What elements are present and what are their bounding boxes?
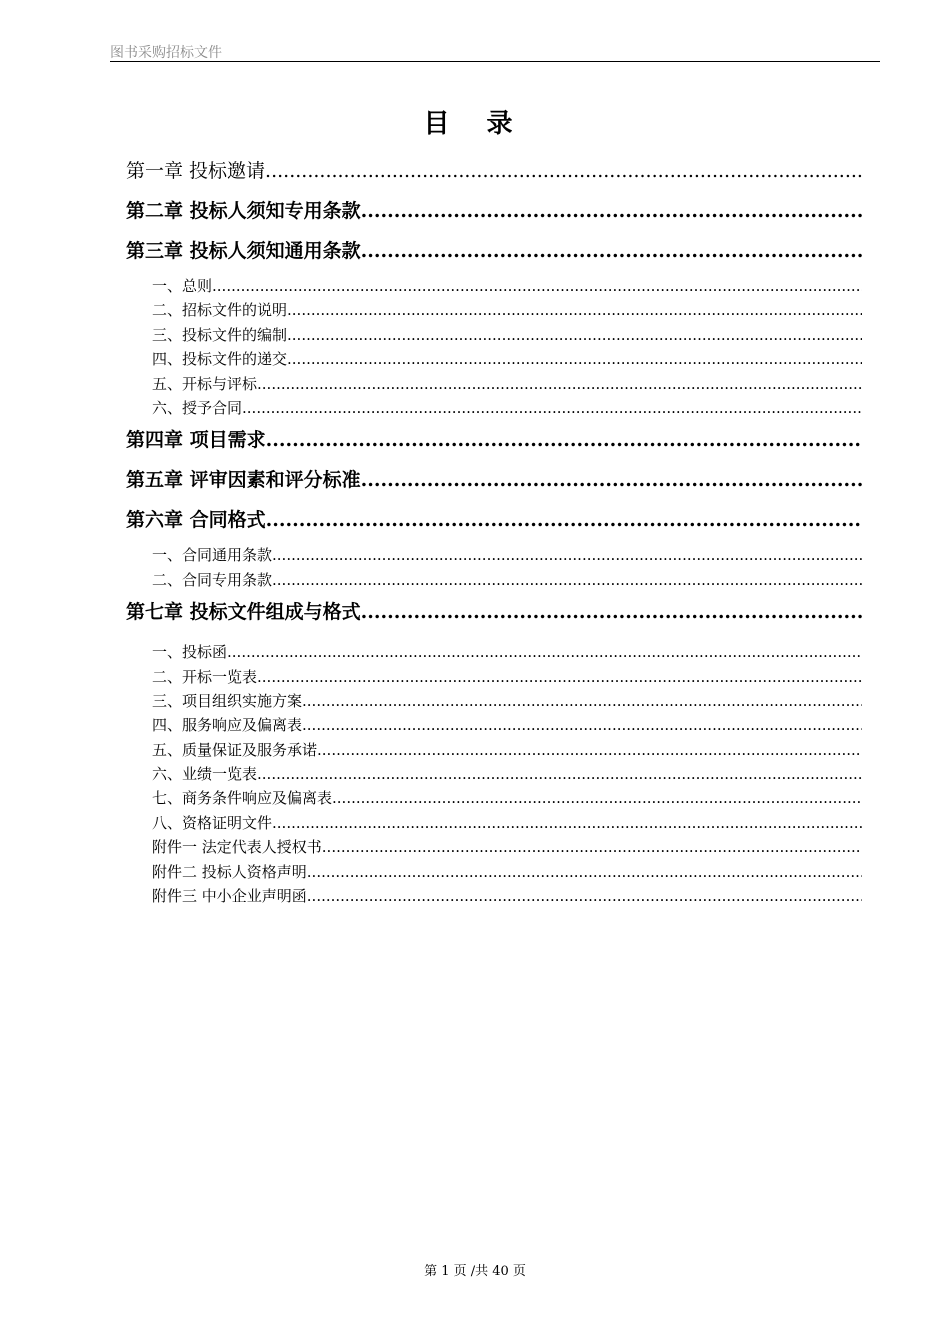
toc-item[interactable]: 五、质量保证及服务承诺 ..... (126, 738, 862, 762)
leader-dots (257, 762, 862, 786)
leader-dots (266, 500, 862, 540)
leader-dots (265, 151, 862, 191)
toc-item[interactable]: 三、投标文件的编制 ..... (126, 323, 862, 347)
toc-item[interactable]: 五、开标与评标 ..... (126, 372, 862, 396)
leader-dots (361, 191, 862, 231)
toc-chapter-6[interactable]: 第六章 合同格式 ..... (126, 500, 862, 540)
toc-chapter-7[interactable]: 第七章 投标文件组成与格式 ..... (126, 592, 862, 632)
leader-dots (361, 592, 862, 632)
toc-item[interactable]: 六、授予合同 ..... (126, 396, 862, 420)
toc-item[interactable]: 附件三 中小企业声明函 ..... (126, 884, 862, 908)
leader-dots (307, 884, 862, 908)
toc-chapter-4[interactable]: 第四章 项目需求 ..... (126, 420, 862, 460)
toc-item[interactable]: 八、资格证明文件 ..... (126, 811, 862, 835)
leader-dots (272, 568, 862, 592)
toc-item[interactable]: 一、投标函 ..... (126, 640, 862, 664)
leader-dots (212, 274, 862, 298)
page-header (110, 42, 880, 62)
leader-dots (257, 665, 862, 689)
leader-dots (302, 713, 862, 737)
toc-chapter-1[interactable]: 第一章 投标邀请 ..... (126, 151, 862, 191)
leader-dots (361, 231, 862, 271)
toc-title: 目 录 (423, 109, 527, 139)
toc-item[interactable]: 附件二 投标人资格声明 ..... (126, 860, 862, 884)
leader-dots (242, 396, 862, 420)
toc-item[interactable]: 附件一 法定代表人授权书 ..... (126, 835, 862, 859)
leader-dots (317, 738, 862, 762)
toc-item[interactable]: 七、商务条件响应及偏离表 ..... (126, 786, 862, 810)
toc-chapter-5[interactable]: 第五章 评审因素和评分标准 ..... (126, 460, 862, 500)
toc-chapter-2[interactable]: 第二章 投标人须知专用条款 ..... (126, 191, 862, 231)
toc-item[interactable]: 一、合同通用条款 ..... (126, 543, 862, 567)
leader-dots (302, 689, 862, 713)
leader-dots (287, 298, 862, 322)
table-of-contents (126, 151, 862, 908)
leader-dots (272, 811, 862, 835)
leader-dots (266, 420, 862, 460)
leader-dots (287, 347, 862, 371)
leader-dots (227, 640, 862, 664)
toc-item[interactable]: 四、投标文件的递交 ..... (126, 347, 862, 371)
toc-item[interactable]: 一、总则 ..... (126, 274, 862, 298)
leader-dots (307, 860, 862, 884)
leader-dots (272, 543, 862, 567)
header-title: 图书采购招标文件 (110, 45, 222, 61)
toc-item[interactable]: 四、服务响应及偏离表 ..... (126, 713, 862, 737)
leader-dots (287, 323, 862, 347)
page-footer: 第 1 页 /共 40 页 (424, 1264, 526, 1279)
leader-dots (361, 460, 862, 500)
toc-chapter-3[interactable]: 第三章 投标人须知通用条款 ..... (126, 231, 862, 271)
toc-item[interactable]: 二、合同专用条款 ..... (126, 568, 862, 592)
toc-item[interactable]: 六、业绩一览表 ..... (126, 762, 862, 786)
leader-dots (322, 835, 862, 859)
toc-item[interactable]: 二、开标一览表 ..... (126, 665, 862, 689)
leader-dots (332, 786, 862, 810)
toc-item[interactable]: 三、项目组织实施方案 ..... (126, 689, 862, 713)
toc-item[interactable]: 二、招标文件的说明 ..... (126, 298, 862, 322)
leader-dots (257, 372, 862, 396)
